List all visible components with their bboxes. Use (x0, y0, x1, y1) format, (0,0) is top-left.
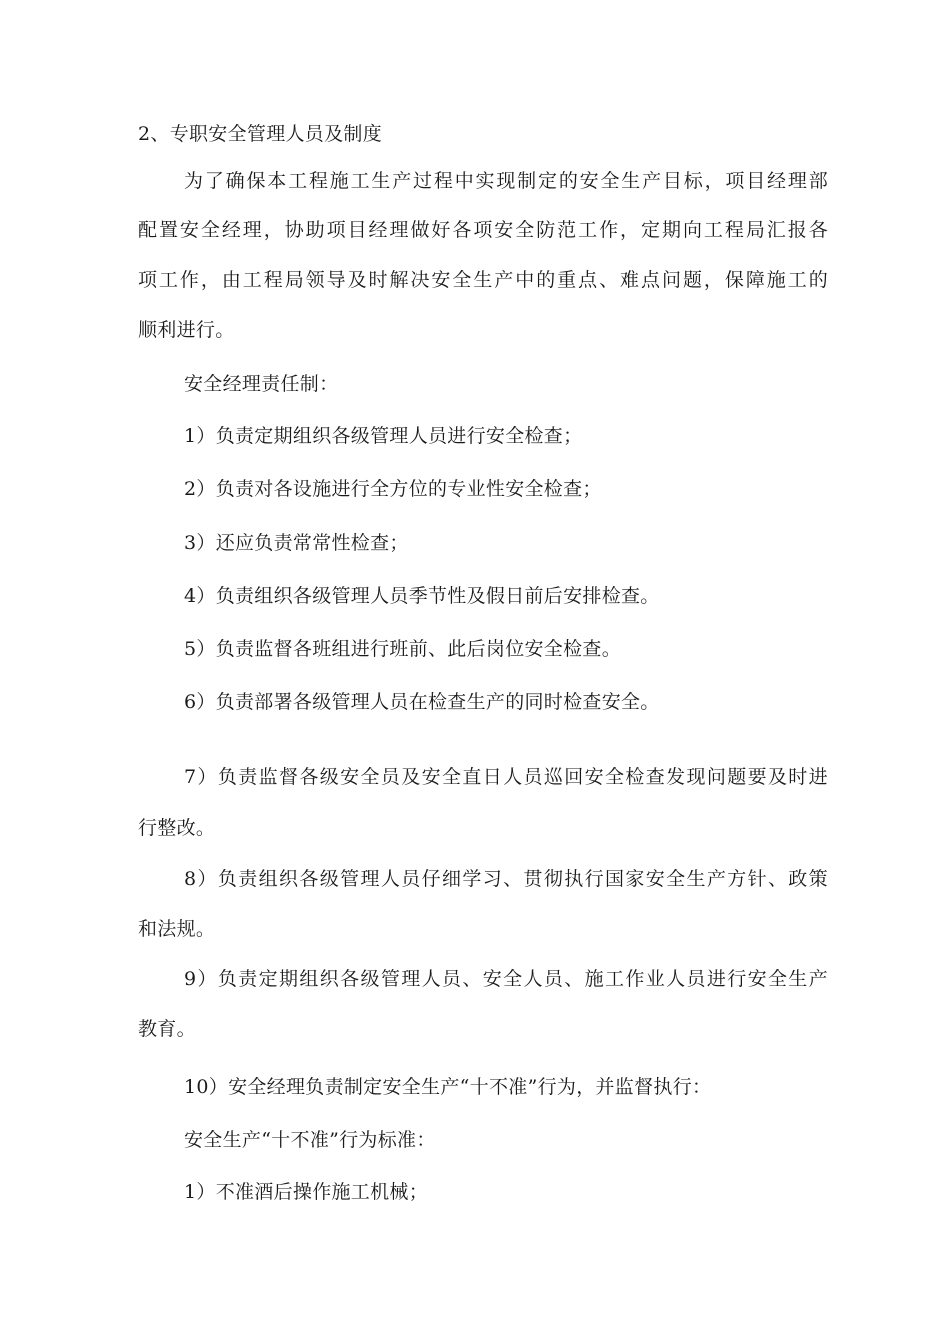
list-item: 6）负责部署各级管理人员在检查生产的同时检查安全。 (184, 691, 660, 713)
item10: 10）安全经理负责制定安全生产“十不准”行为，并监督执行： (184, 1076, 712, 1098)
list-item: 3）还应负责常常性检查； (184, 532, 409, 554)
item7-line-2: 行整改。 (138, 817, 216, 839)
intro-line-3: 项工作，由工程局领导及时解决安全生产中的重点、难点问题，保障施工的 (138, 269, 828, 291)
item8-line-1: 8）负责组织各级管理人员仔细学习、贯彻执行国家安全生产方针、政策 (184, 868, 828, 890)
list-item: 5）负责监督各班组进行班前、此后岗位安全检查。 (184, 638, 621, 660)
list-item: 1）负责定期组织各级管理人员进行安全检查； (184, 425, 583, 447)
list-item: 4）负责组织各级管理人员季节性及假日前后安排检查。 (184, 585, 660, 607)
intro-line-2: 配置安全经理，协助项目经理做好各项安全防范工作，定期向工程局汇报各 (138, 219, 828, 241)
intro-line-1: 为了确保本工程施工生产过程中实现制定的安全生产目标，项目经理部 (184, 170, 828, 192)
item7-line-1: 7）负责监督各级安全员及安全直日人员巡回安全检查发现问题要及时进 (184, 766, 828, 788)
responsibility-title: 安全经理责任制： (184, 373, 339, 395)
item9-line-1: 9）负责定期组织各级管理人员、安全人员、施工作业人员进行安全生产 (184, 968, 828, 990)
item9-line-2: 教育。 (138, 1018, 196, 1040)
section-heading: 2、专职安全管理人员及制度 (138, 123, 382, 145)
item8-line-2: 和法规。 (138, 918, 216, 940)
standard-item-1: 1）不准酒后操作施工机械； (184, 1181, 428, 1203)
list-item: 2）负责对各设施进行全方位的专业性安全检查； (184, 478, 602, 500)
standard-title: 安全生产“十不准”行为标准： (184, 1129, 436, 1151)
intro-line-4: 顺利进行。 (138, 319, 235, 341)
